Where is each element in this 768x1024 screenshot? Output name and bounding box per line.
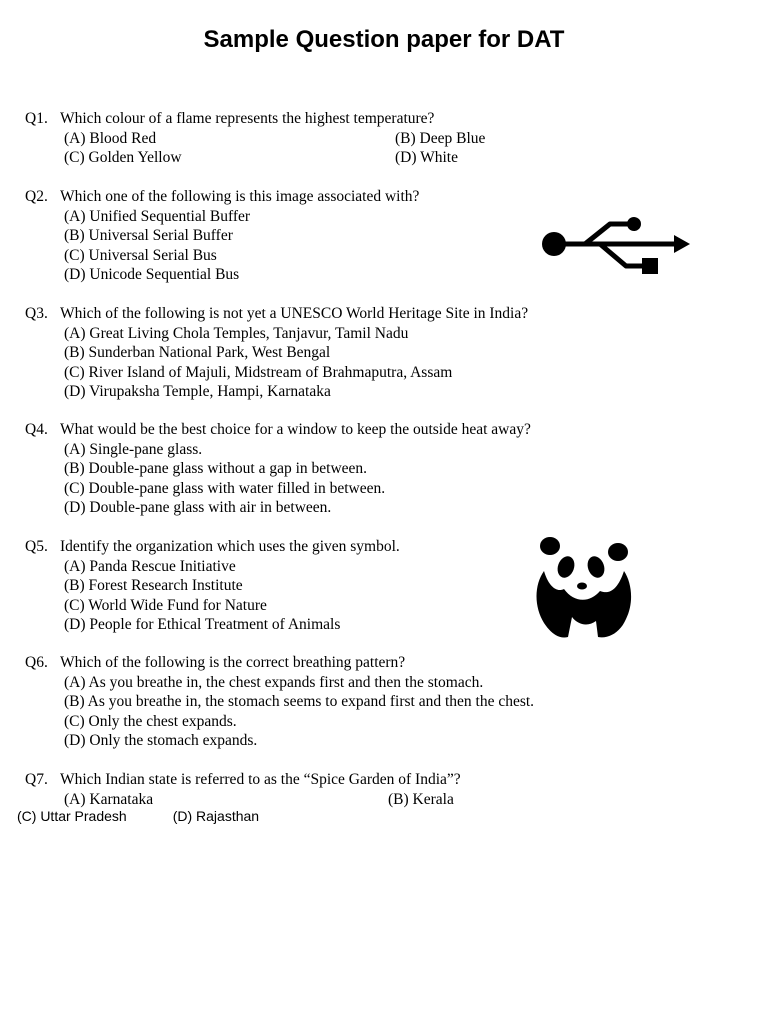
question-text: Which of the following is not yet a UNESCO World Heritage Site in India? xyxy=(60,305,529,322)
question-number: Q1. xyxy=(25,110,48,127)
question-number: Q2. xyxy=(25,188,48,205)
option-b: (B) Sunderban National Park, West Bengal xyxy=(64,344,331,361)
question-3 xyxy=(25,304,528,402)
option-a: (A) Unified Sequential Buffer xyxy=(64,207,251,225)
option-d: (D) White xyxy=(395,149,458,166)
option-a: (A) Panda Rescue Initiative xyxy=(64,557,236,575)
option-c: (C) World Wide Fund for Nature xyxy=(64,596,267,614)
question-6 xyxy=(25,653,534,751)
option-d: (D) Only the stomach expands. xyxy=(64,732,258,749)
q7-options-cd xyxy=(17,808,259,824)
option-d: (D) Virupaksha Temple, Hampi, Karnataka xyxy=(64,383,331,400)
option-a: (A) Great Living Chola Temples, Tanjavur, Tamil Nadu xyxy=(64,324,409,342)
option-d: (D) Double-pane glass with air in between. xyxy=(64,499,332,516)
option-a: (A) Blood Red xyxy=(64,129,157,147)
question-number: Q5. xyxy=(25,538,48,555)
question-2 xyxy=(25,187,419,285)
option-c: (C) Golden Yellow xyxy=(64,149,182,166)
panda-logo-icon xyxy=(530,533,635,643)
usb-symbol-icon xyxy=(540,212,692,276)
question-5 xyxy=(25,537,400,635)
question-number: Q6. xyxy=(25,654,48,671)
option-b: (B) Double-pane glass without a gap in between. xyxy=(64,460,368,477)
option-b: (B) As you breathe in, the stomach seems to expand first and then the chest. xyxy=(64,693,535,710)
question-number: Q3. xyxy=(25,305,48,322)
option-a: (A) As you breathe in, the chest expands first and then the stomach. xyxy=(64,673,484,691)
option-d: (D) Unicode Sequential Bus xyxy=(64,266,240,283)
option-b: (B) Forest Research Institute xyxy=(64,577,243,594)
question-text: Which Indian state is referred to as the “Spice Garden of India”? xyxy=(60,771,461,788)
option-a: (A) Karnataka xyxy=(64,790,154,808)
option-d: (D) Rajasthan xyxy=(172,808,260,824)
option-b: (B) Kerala xyxy=(388,790,454,808)
question-number: Q7. xyxy=(25,771,48,788)
option-c: (C) Universal Serial Bus xyxy=(64,246,217,264)
question-text: Identify the organization which uses the given symbol. xyxy=(60,538,400,555)
question-4 xyxy=(25,420,531,518)
question-7 xyxy=(25,770,585,809)
question-1 xyxy=(25,109,585,168)
question-text: What would be the best choice for a window to keep the outside heat away? xyxy=(60,421,531,438)
option-c: (C) Double-pane glass with water filled in between. xyxy=(64,479,386,497)
option-d: (D) People for Ethical Treatment of Animals xyxy=(64,616,341,633)
question-text: Which of the following is the correct breathing pattern? xyxy=(60,654,406,671)
option-c: (C) Uttar Pradesh xyxy=(17,808,127,824)
option-b: (B) Universal Serial Buffer xyxy=(64,227,233,244)
question-text: Which colour of a flame represents the highest temperature? xyxy=(60,110,435,127)
option-b: (B) Deep Blue xyxy=(395,129,486,147)
option-c: (C) River Island of Majuli, Midstream of Brahmaputra, Assam xyxy=(64,363,453,381)
question-text: Which one of the following is this image associated with? xyxy=(60,188,420,205)
option-c: (C) Only the chest expands. xyxy=(64,712,237,730)
question-number: Q4. xyxy=(25,421,48,438)
option-a: (A) Single-pane glass. xyxy=(64,440,203,458)
page-title: Sample Question paper for DAT xyxy=(203,26,565,53)
